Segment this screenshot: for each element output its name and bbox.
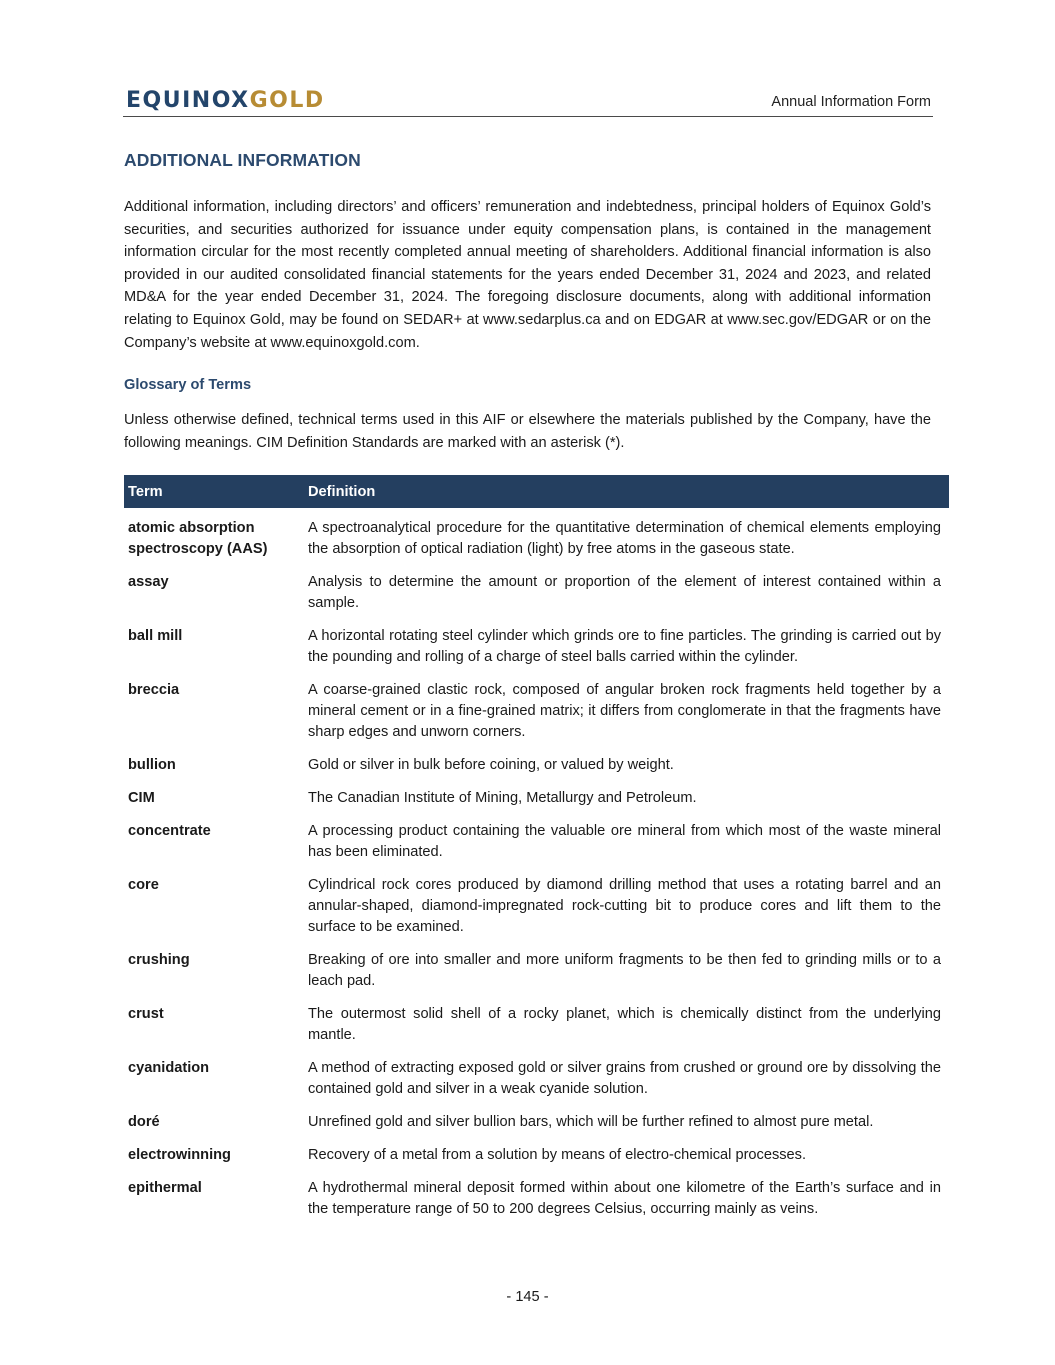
definition-cell: Cylindrical rock cores produced by diamond drilling method that uses a rotating barrel and an annular-shaped, diamond-impregnated rock-cutting bit to produce cores and lift them to the surface to be examined. (308, 877, 941, 935)
company-logo (126, 89, 325, 113)
table-row (124, 1170, 949, 1224)
glossary-header-row (124, 475, 949, 508)
definition-cell: The Canadian Institute of Mining, Metallurgy and Petroleum. (308, 790, 697, 806)
term-cell: cyanidation (128, 1060, 210, 1076)
logo-text-equinox: EQUINOX (126, 88, 250, 113)
definition-cell: A method of extracting exposed gold or silver grains from crushed or ground ore by dissolving the contained gold and silver in a weak cyanide solution. (308, 1060, 941, 1097)
additional-information-paragraph: Additional information, including directors’ and officers’ remuneration and indebtedness, principal holders of Equinox Gold’s securities, and securities authorized for issuance under equity compensation plans, is contained in the management information circular for the most recently completed annual meeting of shareholders. Additional financial information is also provided in our audited consolidated financial statements for the years ended December 31, 2024 and 2023, and related MD&A for the year ended December 31, 2024. The foregoing disclosure documents, along with additional information relating to Equinox Gold, may be found on SEDAR+ at www.sedarplus.ca and on EDGAR at www.sec.gov/EDGAR or on the Company’s website at www.equinoxgold.com. (124, 199, 931, 351)
page-header (123, 86, 933, 117)
definition-cell: A spectroanalytical procedure for the quantitative determination of chemical elements employing the absorption of optical radiation (light) by free atoms in the gaseous state. (308, 520, 941, 557)
definition-cell: Breaking of ore into smaller and more uniform fragments to be then fed to grinding mills or to a leach pad. (308, 952, 941, 989)
definition-cell: A hydrothermal mineral deposit formed within about one kilometre of the Earth’s surface and in the temperature range of 50 to 200 degrees Celsius, occurring mainly as veins. (308, 1180, 941, 1217)
table-row (124, 747, 949, 780)
table-row (124, 672, 949, 747)
document-type-label: Annual Information Form (771, 94, 931, 110)
definition-cell: Gold or silver in bulk before coining, or valued by weight. (308, 757, 674, 773)
term-cell: core (128, 877, 159, 893)
logo-text-gold: GOLD (249, 88, 325, 113)
table-row (124, 780, 949, 813)
definition-cell: Analysis to determine the amount or proportion of the element of interest contained within a sample. (308, 574, 941, 611)
definition-cell: A coarse-grained clastic rock, composed of angular broken rock fragments held together by a mineral cement or in a fine-grained matrix; it differs from conglomerate in that the fragments have sharp edges and unworn corners. (308, 682, 941, 740)
table-row (124, 867, 949, 942)
table-row (124, 1104, 949, 1137)
term-cell: epithermal (128, 1180, 202, 1196)
column-header-term: Term (124, 475, 304, 508)
term-cell: crushing (128, 952, 190, 968)
term-cell: doré (128, 1114, 160, 1130)
term-cell: breccia (128, 682, 180, 698)
table-row (124, 1050, 949, 1104)
term-cell: concentrate (128, 823, 211, 839)
term-cell: CIM (128, 790, 155, 806)
definition-cell: A processing product containing the valuable ore mineral from which most of the waste mineral has been eliminated. (308, 823, 941, 860)
definition-cell: Unrefined gold and silver bullion bars, which will be further refined to almost pure metal. (308, 1114, 874, 1130)
term-cell: ball mill (128, 628, 183, 644)
column-header-definition: Definition (304, 475, 949, 508)
table-row (124, 508, 949, 564)
table-row (124, 942, 949, 996)
table-row (124, 1137, 949, 1170)
page-number: - 145 - (506, 1289, 549, 1305)
glossary-table (124, 475, 949, 1224)
term-cell: atomic absorption spectroscopy (AAS) (128, 520, 268, 557)
table-row (124, 996, 949, 1050)
table-row (124, 564, 949, 618)
definition-cell: Recovery of a metal from a solution by means of electro-chemical processes. (308, 1147, 807, 1163)
table-row (124, 618, 949, 672)
term-cell: crust (128, 1006, 164, 1022)
glossary-intro-paragraph: Unless otherwise defined, technical terms used in this AIF or elsewhere the materials published by the Company, have the following meanings. CIM Definition Standards are marked with an asterisk (*). (124, 412, 931, 451)
term-cell: electrowinning (128, 1147, 231, 1163)
term-cell: bullion (128, 757, 176, 773)
definition-cell: A horizontal rotating steel cylinder which grinds ore to fine particles. The grinding is carried out by the pounding and rolling of a charge of steel balls carried within the cylinder. (308, 628, 941, 665)
definition-cell: The outermost solid shell of a rocky planet, which is chemically distinct from the underlying mantle. (308, 1006, 941, 1043)
glossary-title: Glossary of Terms (124, 377, 252, 393)
section-title: ADDITIONAL INFORMATION (124, 150, 361, 170)
table-row (124, 813, 949, 867)
term-cell: assay (128, 574, 169, 590)
